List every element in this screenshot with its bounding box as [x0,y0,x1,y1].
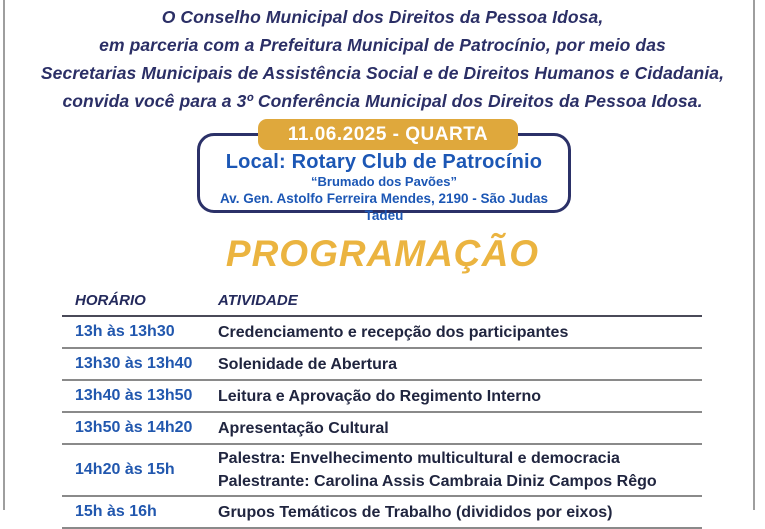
table-row [62,317,702,349]
venue-name: Local: Rotary Club de Patrocínio [225,151,543,173]
table-row [62,413,702,445]
activity-line: Apresentação Cultural [218,419,389,437]
activity-line: Leitura e Aprovação do Regimento Interno [218,387,542,405]
time-cell: 13h40 às 13h50 [75,387,193,404]
venue-nickname: “Brumado dos Pavões” [311,174,457,189]
table-row [62,445,702,497]
activity-cell [218,321,702,344]
activity-cell [218,501,702,524]
program-title: PROGRAMAÇÃO [225,233,540,274]
activity-line: Palestrante: Carolina Assis Cambraia Diniz Campos Rêgo [218,473,657,490]
table-row [62,497,702,529]
time-cell: 13h50 às 14h20 [75,419,193,436]
invitation-intro [12,3,753,115]
time-cell: 15h às 16h [75,503,157,520]
intro-line: em parceria com a Prefeitura Municipal de Patrocínio, por meio das [99,35,666,55]
time-cell: 13h às 13h30 [75,323,175,340]
activity-line: Credenciamento e recepção dos participantes [218,323,569,341]
activity-cell [218,447,702,493]
time-cell: 14h20 às 15h [75,461,175,478]
intro-line: O Conselho Municipal dos Direitos da Pessoa Idosa, [161,7,604,27]
date-badge: 11.06.2025 - QUARTA [258,119,518,150]
schedule-header-row [62,292,702,317]
activity-line: Palestra: Envelhecimento multicultural e democracia [218,450,620,467]
schedule-header-activity: ATIVIDADE [218,292,298,309]
activity-cell [218,353,702,376]
intro-line: convida você para a 3º Conferência Municipal dos Direitos da Pessoa Idosa. [62,91,703,111]
activity-line: Grupos Temáticos de Trabalho (divididos por eixos) [218,503,613,521]
schedule-header-time: HORÁRIO [75,292,146,309]
activity-cell [218,417,702,440]
table-row [62,381,702,413]
schedule-rows [62,317,702,529]
activity-line: Solenidade de Abertura [218,355,397,373]
table-row [62,349,702,381]
intro-line: Secretarias Municipais de Assistência Social e de Direitos Humanos e Cidadania, [40,63,725,83]
schedule-table [62,292,702,529]
activity-cell [218,385,702,408]
time-cell: 13h30 às 13h40 [75,355,193,372]
venue-address: Av. Gen. Astolfo Ferreira Mendes, 2190 - São Judas Tadeu [219,191,549,223]
